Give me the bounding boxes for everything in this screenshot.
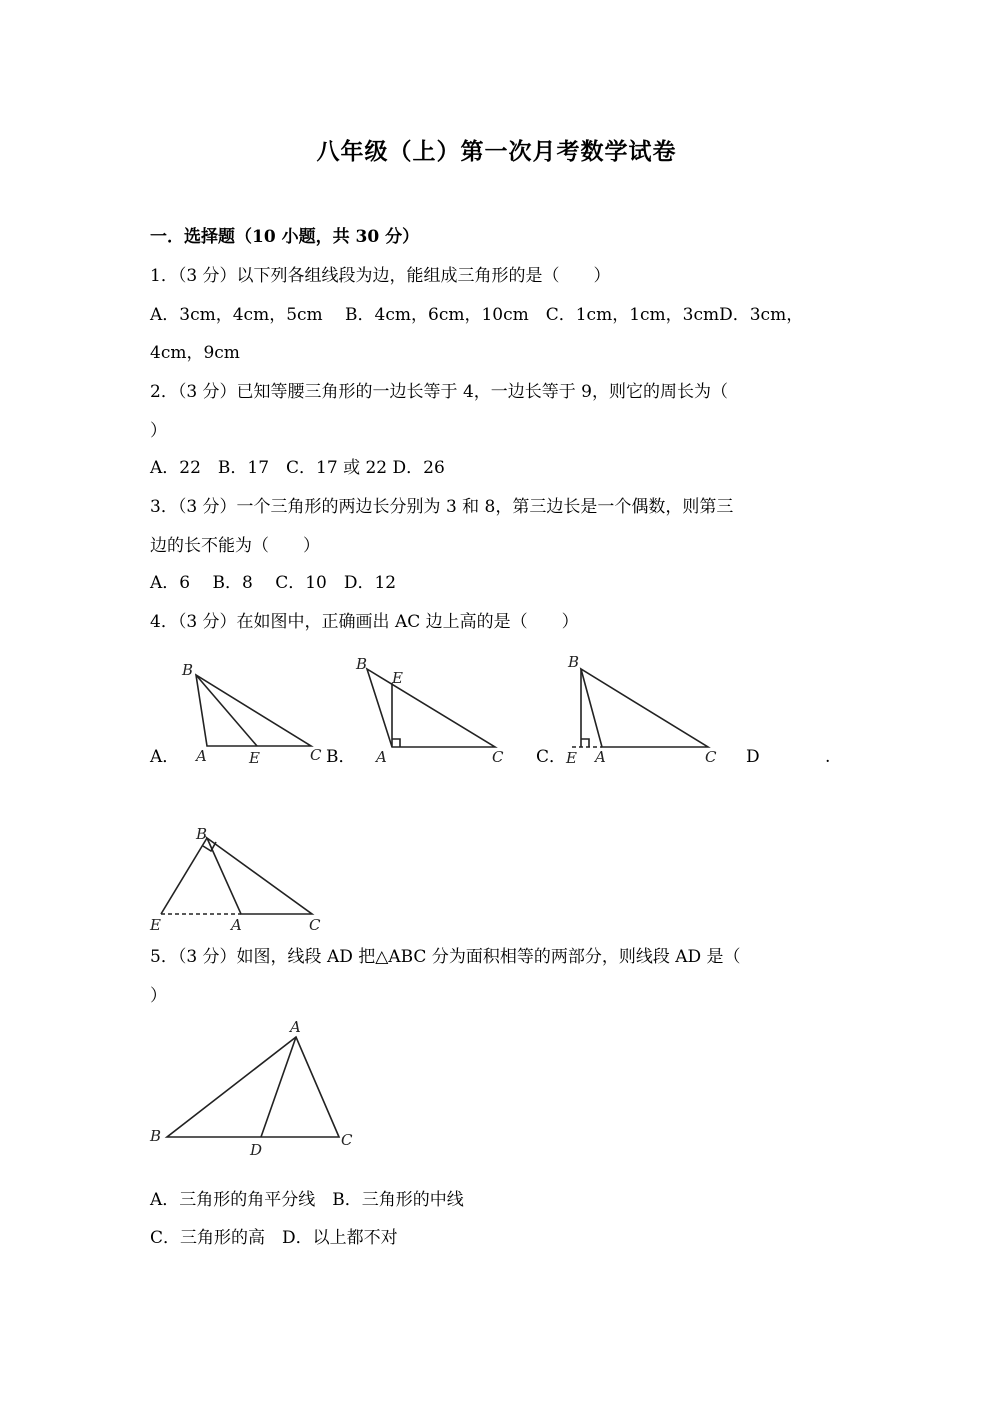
fig-b-label-e: E <box>392 669 403 687</box>
fig-a-label-b: B <box>182 661 194 679</box>
option-b-label: B． <box>326 747 356 767</box>
question-5-options: A．三角形的角平分线 B．三角形的中线 <box>150 1190 464 1210</box>
section-heading: 一．选择题（10 小题，共 30 分） <box>150 227 420 247</box>
fig-a-label-a: A <box>196 747 207 765</box>
question-5-options-cont: C．三角形的高 D．以上都不对 <box>150 1228 398 1248</box>
fig-d-label-a: A <box>231 916 242 934</box>
question-1-options-cont: 4cm，9cm <box>150 343 240 363</box>
fig-d-label-e: E <box>150 916 161 934</box>
page-title: 八年级（上）第一次月考数学试卷 <box>316 138 677 165</box>
option-d-label: D <box>746 747 760 767</box>
question-5-stem-cont: ） <box>150 986 167 1006</box>
fig-c-label-e: E <box>566 749 577 767</box>
fig-a-label-c: C <box>310 746 322 764</box>
figure-option-d <box>145 822 330 937</box>
fig-c-label-b: B <box>568 653 580 671</box>
question-5-stem: 5．（3 分）如图，线段 AD 把△ABC 分为面积相等的两部分，则线段 AD 是（ <box>150 947 741 967</box>
question-2-options: A．22 B．17 C．17 或 22 D．26 <box>150 458 445 478</box>
question-3-stem-cont: 边的长不能为（ ） <box>150 536 320 556</box>
question-2-stem: 2．（3 分）已知等腰三角形的一边长等于 4，一边长等于 9，则它的周长为（ <box>150 382 728 402</box>
fig-c-label-c: C <box>705 748 717 766</box>
option-d-dot: . <box>825 747 831 767</box>
question-1-stem: 1．（3 分）以下列各组线段为边，能组成三角形的是（ ） <box>150 266 611 286</box>
fig-c-label-a: A <box>595 748 606 766</box>
question-4-stem: 4．（3 分）在如图中，正确画出 AC 边上高的是（ ） <box>150 612 579 632</box>
fig-5-label-c: C <box>341 1131 353 1149</box>
figure-option-c <box>560 650 725 770</box>
fig-d-label-c: C <box>309 916 321 934</box>
question-3-stem: 3．（3 分）一个三角形的两边长分别为 3 和 8，第三边长是一个偶数，则第三 <box>150 497 734 517</box>
question-3-options: A．6 B．8 C．10 D．12 <box>150 573 397 593</box>
option-a-label: A． <box>150 747 180 767</box>
question-2-stem-cont: ） <box>150 421 167 441</box>
fig-b-label-a: A <box>376 748 387 766</box>
fig-a-label-e: E <box>249 749 260 767</box>
question-1-options: A．3cm，4cm，5cm B．4cm，6cm，10cm C．1cm，1cm，3cmD．3cm， <box>150 305 804 325</box>
fig-5-label-a: A <box>290 1018 301 1036</box>
option-c-label: C． <box>536 747 567 767</box>
fig-b-label-c: C <box>492 748 504 766</box>
fig-5-label-d: D <box>250 1141 263 1159</box>
figure-question-5 <box>145 1010 365 1160</box>
fig-b-label-b: B <box>356 655 368 673</box>
figure-option-a <box>175 655 330 770</box>
figure-option-b <box>350 650 510 770</box>
fig-5-label-b: B <box>150 1127 162 1145</box>
fig-d-label-b: B <box>196 825 208 843</box>
